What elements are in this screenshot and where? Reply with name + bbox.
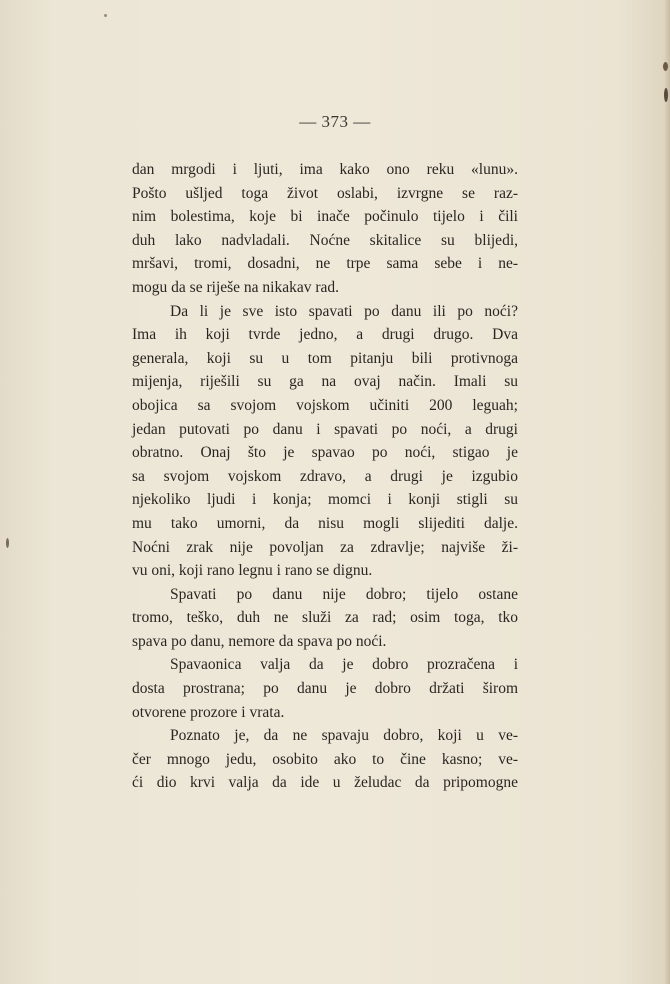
text-line: sa svojom vojskom zdravo, a drugi je izgubio [132, 467, 518, 485]
page-edge-shadow [664, 0, 670, 984]
paragraph [132, 724, 518, 795]
text-line: Pošto ušljed toga život oslabi, izvrgne se raz- [132, 184, 518, 202]
text-line: tromo, teško, duh ne služi za rad; osim toga, tko [132, 609, 518, 627]
text-line: Spavaonica valja da je dobro prozračena i [170, 656, 518, 674]
text-line: mršavi, tromi, dosadni, ne trpe sama sebe i ne- [132, 255, 518, 273]
paragraph [132, 653, 518, 724]
text-line: spava po danu, nemore da spava po noći. [132, 632, 387, 650]
text-line: čer mnogo jedu, osobito ako to čine kasno; ve- [132, 750, 518, 768]
text-line: Da li je sve isto spavati po danu ili po noći? [170, 302, 518, 320]
text-line: Ima ih koji tvrde jedno, a drugi drugo. Dva [132, 326, 518, 344]
text-line: mu tako umorni, da nisu mogli slijediti dalje. [132, 514, 518, 532]
paper-speck [6, 538, 9, 548]
text-line: njekoliko ljudi i konja; momci i konji stigli su [132, 491, 518, 509]
text-line: obratno. Onaj što je spavao po noći, stigao je [132, 444, 518, 462]
text-line: Spavati po danu nije dobro; tijelo ostane [170, 585, 518, 603]
paragraph [132, 158, 518, 300]
paragraph [132, 300, 518, 583]
text-line: mijenja, riješili su ga na ovaj način. Imali su [132, 373, 518, 391]
text-line: mogu da se riješe na nikakav rad. [132, 278, 340, 296]
paragraph [132, 583, 518, 654]
text-line: Noćni zrak nije povoljan za zdravlje; najviše ži- [132, 538, 518, 556]
text-line: nim bolestima, koje bi inače počinulo tijelo i čili [132, 208, 518, 226]
page-number: — 373 — [299, 112, 371, 131]
text-line: dan mrgodi i ljuti, ima kako ono reku «lunu». [132, 161, 518, 178]
text-line: Poznato je, da ne spavaju dobro, koji u ve- [170, 727, 518, 745]
text-line: dosta prostrana; po danu je dobro držati širom [132, 680, 518, 698]
paper-speck [664, 88, 668, 102]
paper-speck [104, 14, 107, 17]
text-line: obojica sa svojom vojskom učiniti 200 leguah; [132, 396, 518, 414]
text-line: jedan putovati po danu i spavati po noći, a drugi [132, 420, 518, 438]
text-line: ći dio krvi valja da ide u želudac da pripomogne [132, 774, 518, 792]
paper-speck [663, 62, 668, 71]
body-text [132, 158, 518, 795]
text-line: vu oni, koji rano legnu i rano se dignu. [132, 562, 373, 580]
text-line: duh lako nadvladali. Noćne skitalice su blijedi, [132, 231, 518, 249]
text-line: otvorene prozore i vrata. [132, 703, 285, 721]
text-line: generala, koji su u tom pitanju bili protivnoga [132, 349, 518, 367]
